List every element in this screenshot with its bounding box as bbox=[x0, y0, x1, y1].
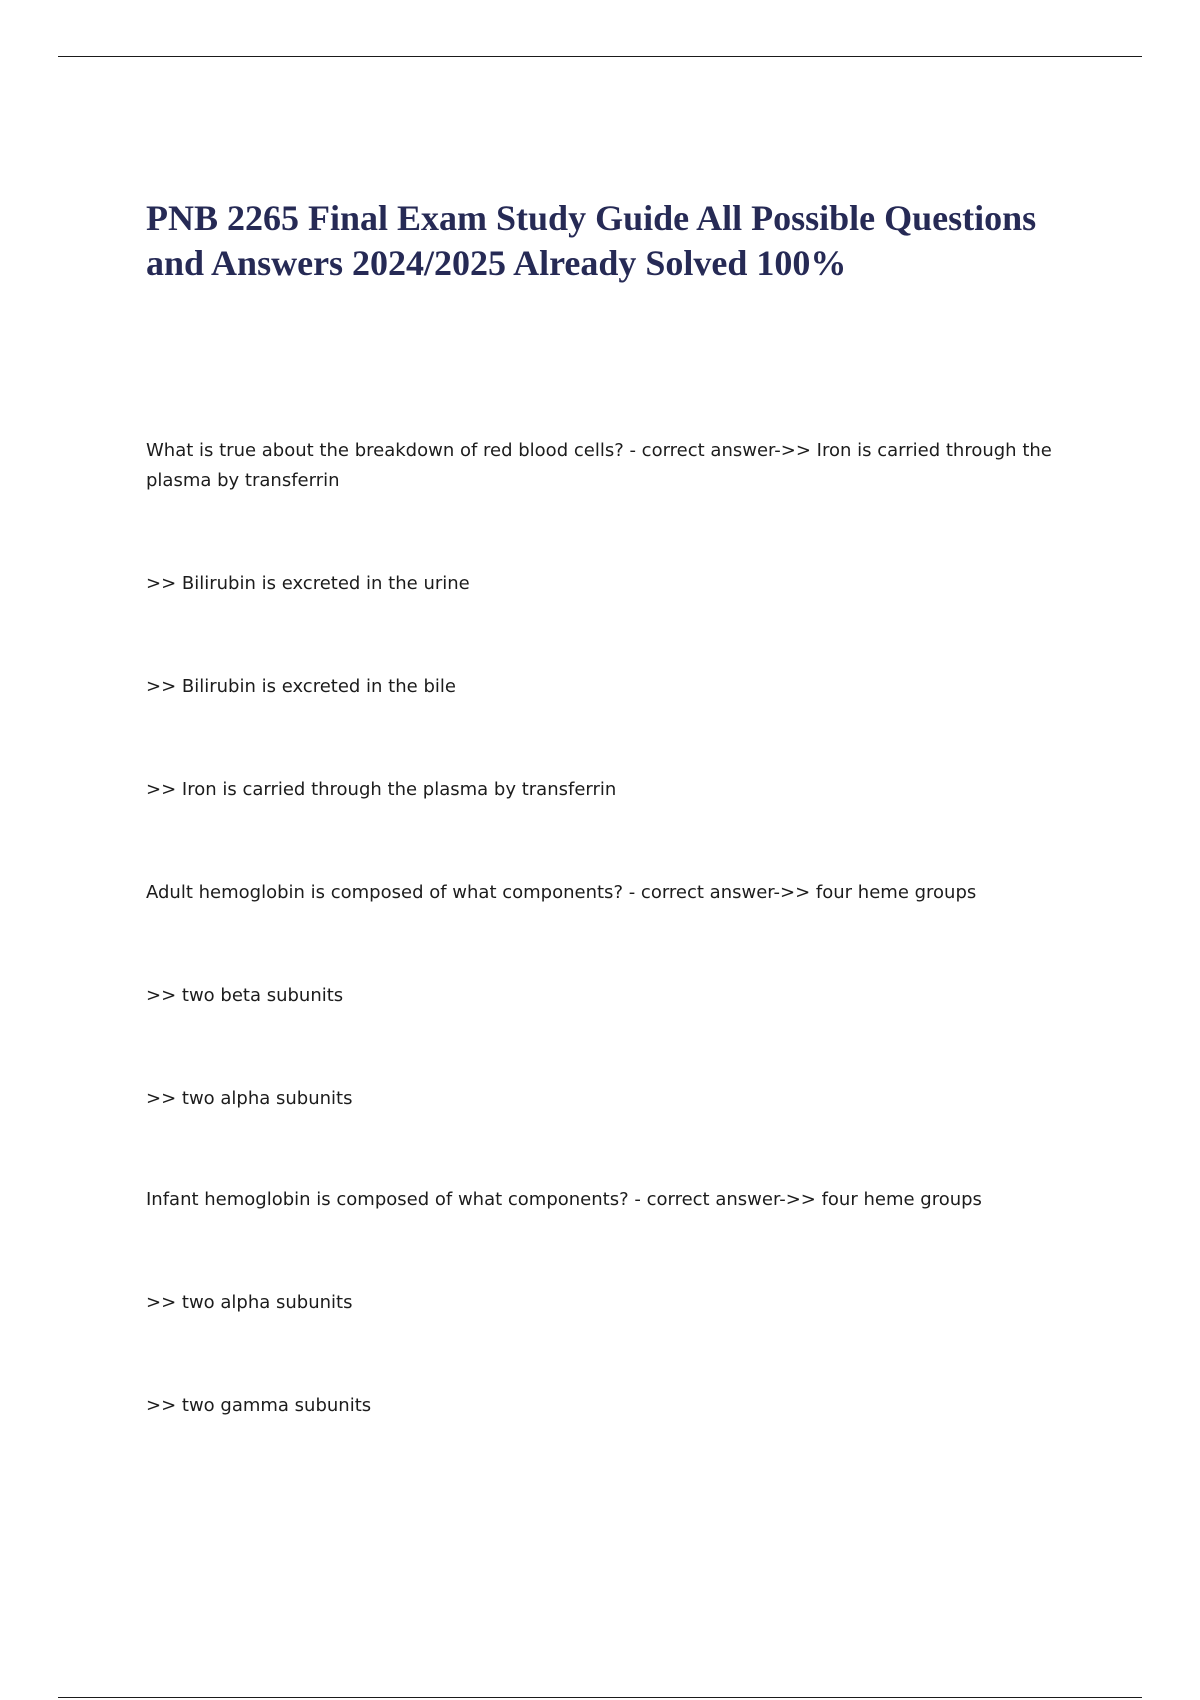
document-title: PNB 2265 Final Exam Study Guide All Possible Questions and Answers 2024/2025 Already Solved 100% bbox=[146, 198, 1037, 283]
answer-option-line: >> Iron is carried through the plasma by transferrin bbox=[146, 779, 617, 800]
answer-option-line: >> Bilirubin is excreted in the bile bbox=[146, 676, 456, 697]
question-line: What is true about the breakdown of red blood cells? - correct answer->> Iron is carried through the plasma by transferrin bbox=[146, 440, 1052, 491]
question-line: Infant hemoglobin is composed of what components? - correct answer->> four heme groups bbox=[146, 1189, 982, 1210]
bottom-rule bbox=[58, 1697, 1142, 1698]
top-rule bbox=[58, 56, 1142, 57]
answer-option-line: >> two alpha subunits bbox=[146, 1292, 353, 1313]
question-line: Adult hemoglobin is composed of what components? - correct answer->> four heme groups bbox=[146, 882, 977, 903]
answer-option-line: >> Bilirubin is excreted in the urine bbox=[146, 573, 470, 594]
answer-option-line: >> two gamma subunits bbox=[146, 1395, 372, 1416]
answer-option-line: >> two alpha subunits bbox=[146, 1088, 353, 1109]
answer-option-line: >> two beta subunits bbox=[146, 985, 344, 1006]
